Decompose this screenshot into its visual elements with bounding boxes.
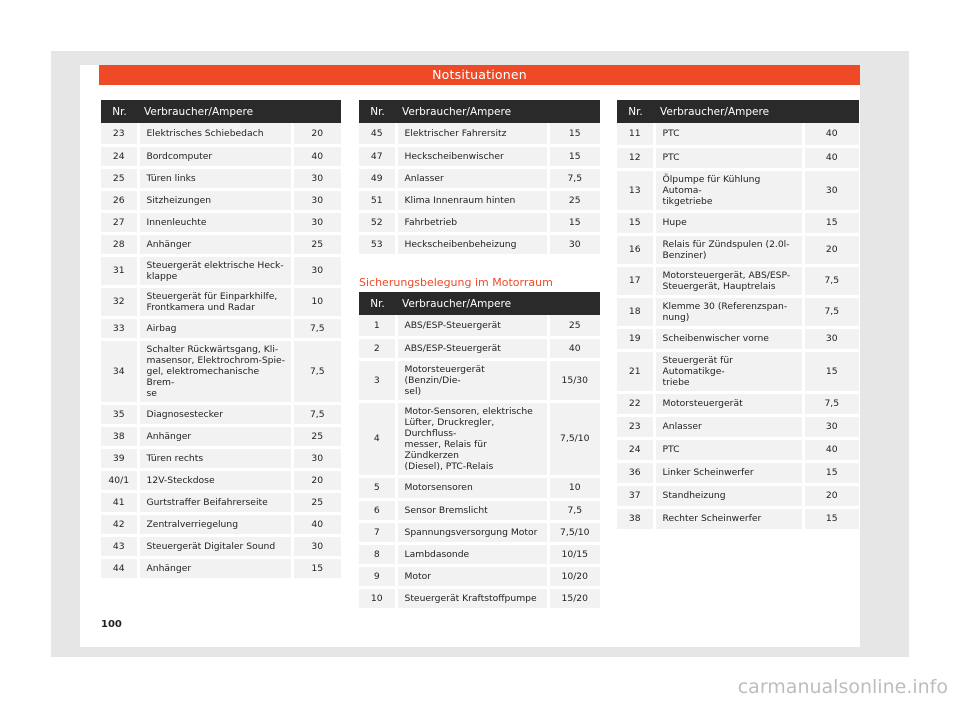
consumer-description: Elektrisches Schiebedach	[138, 123, 292, 145]
fuse-number: 2	[359, 337, 396, 359]
consumer-description: Steuergerät für Automatikge- triebe	[654, 350, 803, 392]
consumer-description: Türen links	[138, 167, 292, 189]
consumer-description: PTC	[654, 146, 803, 169]
consumer-description: Schalter Rückwärtsgang, Kli- masensor, Elektrochrom-Spie- gel, elektromechanische Brem- se	[138, 339, 292, 403]
ampere-value: 10	[292, 286, 341, 317]
ampere-value: 40	[803, 123, 859, 146]
ampere-value: 30	[803, 415, 859, 438]
consumer-description: Ölpumpe für Kühlung Automa- tikgetriebe	[654, 169, 803, 211]
ampere-value: 40	[548, 337, 600, 359]
fuse-number: 39	[101, 447, 138, 469]
table-row	[359, 543, 600, 565]
consumer-description: Motor	[396, 565, 548, 587]
ampere-value: 20	[292, 123, 341, 145]
consumer-description: Relais für Zündspulen (2.0l- Benziner)	[654, 234, 803, 265]
consumer-description: Steuergerät Digitaler Sound	[138, 535, 292, 557]
consumer-description: Steuergerät Kraftstoffpumpe	[396, 587, 548, 609]
ampere-value: 20	[292, 469, 341, 491]
fuse-number: 25	[101, 167, 138, 189]
fuse-number: 35	[101, 403, 138, 425]
ampere-value: 7,5	[292, 339, 341, 403]
table-row	[617, 265, 859, 296]
table-row	[617, 211, 859, 234]
ampere-value: 30	[292, 535, 341, 557]
table-row	[359, 233, 600, 255]
fuse-number: 34	[101, 339, 138, 403]
ampere-value: 30	[803, 169, 859, 211]
table-row	[359, 359, 600, 401]
fuse-number: 4	[359, 401, 396, 476]
consumer-description: Heckscheibenwischer	[396, 145, 548, 167]
ampere-value: 30	[292, 447, 341, 469]
fuse-number: 33	[101, 317, 138, 339]
ampere-value: 7,5	[292, 317, 341, 339]
table-row	[101, 233, 341, 255]
fuse-number: 40/1	[101, 469, 138, 491]
table-row	[101, 469, 341, 491]
fuse-number: 32	[101, 286, 138, 317]
fuse-number: 7	[359, 521, 396, 543]
ampere-value: 15	[803, 507, 859, 530]
table-row	[617, 123, 859, 146]
ampere-value: 30	[292, 255, 341, 286]
table-header-row	[617, 100, 859, 123]
table-header-row	[359, 292, 600, 315]
fuse-number: 43	[101, 535, 138, 557]
column-header-desc: Verbraucher/Ampere	[138, 100, 341, 123]
fuse-number: 27	[101, 211, 138, 233]
consumer-description: Linker Scheinwerfer	[654, 461, 803, 484]
fuse-number: 22	[617, 392, 654, 415]
consumer-description: Elektrischer Fahrersitz	[396, 123, 548, 145]
fuse-number: 47	[359, 145, 396, 167]
consumer-description: ABS/ESP-Steuergerät	[396, 315, 548, 337]
table-row	[359, 499, 600, 521]
ampere-value: 7,5/10	[548, 401, 600, 476]
consumer-description: Hupe	[654, 211, 803, 234]
table-row	[617, 507, 859, 530]
consumer-description: Motorsteuergerät	[654, 392, 803, 415]
fuse-number: 23	[101, 123, 138, 145]
consumer-description: 12V-Steckdose	[138, 469, 292, 491]
fuse-number: 24	[101, 145, 138, 167]
consumer-description: Steuergerät für Einparkhilfe, Frontkamera und Radar	[138, 286, 292, 317]
table-row	[617, 484, 859, 507]
fuse-number: 52	[359, 211, 396, 233]
fuse-number: 42	[101, 513, 138, 535]
table-row	[101, 447, 341, 469]
column-header-desc: Verbraucher/Ampere	[396, 100, 600, 123]
table-row	[359, 565, 600, 587]
ampere-value: 15	[548, 211, 600, 233]
fuse-table-right	[617, 100, 859, 532]
ampere-value: 15	[292, 557, 341, 579]
consumer-description: Klima Innenraum hinten	[396, 189, 548, 211]
table-row	[101, 167, 341, 189]
column-header-nr: Nr.	[359, 292, 396, 315]
consumer-description: Motorsteuergerät (Benzin/Die- sel)	[396, 359, 548, 401]
table-row	[617, 234, 859, 265]
ampere-value: 7,5	[803, 265, 859, 296]
consumer-description: Anhänger	[138, 557, 292, 579]
table-row	[101, 513, 341, 535]
table-row	[101, 255, 341, 286]
table-row	[359, 145, 600, 167]
consumer-description: Gurtstraffer Beifahrerseite	[138, 491, 292, 513]
consumer-description: Airbag	[138, 317, 292, 339]
fuse-number: 23	[617, 415, 654, 438]
table-row	[359, 401, 600, 476]
table-row	[359, 123, 600, 145]
ampere-value: 25	[292, 425, 341, 447]
ampere-value: 15	[803, 211, 859, 234]
ampere-value: 7,5	[548, 167, 600, 189]
column-header-nr: Nr.	[359, 100, 396, 123]
table-row	[101, 403, 341, 425]
ampere-value: 25	[548, 315, 600, 337]
table-row	[359, 476, 600, 499]
table-row	[617, 461, 859, 484]
ampere-value: 40	[292, 513, 341, 535]
fuse-number: 26	[101, 189, 138, 211]
ampere-value: 7,5	[803, 296, 859, 327]
consumer-description: Anlasser	[396, 167, 548, 189]
fuse-number: 5	[359, 476, 396, 499]
fuse-table-left	[101, 100, 341, 581]
column-header-nr: Nr.	[617, 100, 654, 123]
fuse-number: 12	[617, 146, 654, 169]
fuse-number: 17	[617, 265, 654, 296]
ampere-value: 30	[292, 211, 341, 233]
consumer-description: Rechter Scheinwerfer	[654, 507, 803, 530]
table-row	[101, 339, 341, 403]
ampere-value: 10	[548, 476, 600, 499]
fuse-number: 36	[617, 461, 654, 484]
table-row	[101, 286, 341, 317]
ampere-value: 40	[803, 146, 859, 169]
fuse-number: 38	[617, 507, 654, 530]
fuse-table-middle-top	[359, 100, 600, 257]
ampere-value: 15	[803, 461, 859, 484]
fuse-number: 8	[359, 543, 396, 565]
consumer-description: Motorsteuergerät, ABS/ESP- Steuergerät, Hauptrelais	[654, 265, 803, 296]
table-row	[101, 535, 341, 557]
fuse-number: 28	[101, 233, 138, 255]
table-row	[617, 415, 859, 438]
fuse-table-middle-bottom	[359, 292, 600, 611]
ampere-value: 30	[292, 189, 341, 211]
table-row	[359, 189, 600, 211]
table-row	[617, 438, 859, 461]
table-row	[101, 211, 341, 233]
consumer-description: Motorsensoren	[396, 476, 548, 499]
fuse-number: 11	[617, 123, 654, 146]
fuse-number: 45	[359, 123, 396, 145]
ampere-value: 7,5	[292, 403, 341, 425]
column-header-nr: Nr.	[101, 100, 138, 123]
fuse-number: 18	[617, 296, 654, 327]
table-row	[617, 350, 859, 392]
consumer-description: Diagnosestecker	[138, 403, 292, 425]
fuse-number: 38	[101, 425, 138, 447]
consumer-description: Standheizung	[654, 484, 803, 507]
section-banner: Notsituationen	[99, 65, 860, 85]
consumer-description: Heckscheibenbeheizung	[396, 233, 548, 255]
table-row	[359, 315, 600, 337]
fuse-number: 13	[617, 169, 654, 211]
ampere-value: 30	[803, 327, 859, 350]
ampere-value: 30	[292, 167, 341, 189]
table-row	[101, 189, 341, 211]
consumer-description: Motor-Sensoren, elektrische Lüfter, Druckregler, Durchfluss- messer, Relais für Zündkerzen (Diesel), PTC-Relais	[396, 401, 548, 476]
ampere-value: 7,5	[803, 392, 859, 415]
column-header-desc: Verbraucher/Ampere	[396, 292, 600, 315]
ampere-value: 15/20	[548, 587, 600, 609]
fuse-number: 1	[359, 315, 396, 337]
table-row	[359, 167, 600, 189]
consumer-description: Anhänger	[138, 425, 292, 447]
consumer-description: PTC	[654, 123, 803, 146]
consumer-description: Klemme 30 (Referenzspan- nung)	[654, 296, 803, 327]
ampere-value: 30	[548, 233, 600, 255]
ampere-value: 25	[292, 233, 341, 255]
fuse-number: 9	[359, 565, 396, 587]
table-row	[101, 425, 341, 447]
ampere-value: 7,5/10	[548, 521, 600, 543]
consumer-description: Steuergerät elektrische Heck- klappe	[138, 255, 292, 286]
section-title-engine-fuses: Sicherungsbelegung im Motorraum	[359, 276, 553, 289]
page-number: 100	[101, 619, 122, 630]
consumer-description: Anlasser	[654, 415, 803, 438]
ampere-value: 15/30	[548, 359, 600, 401]
table-row	[617, 169, 859, 211]
consumer-description: Bordcomputer	[138, 145, 292, 167]
fuse-number: 15	[617, 211, 654, 234]
table-row	[101, 491, 341, 513]
ampere-value: 10/20	[548, 565, 600, 587]
ampere-value: 15	[548, 145, 600, 167]
table-header-row	[101, 100, 341, 123]
consumer-description: Türen rechts	[138, 447, 292, 469]
column-header-desc: Verbraucher/Ampere	[654, 100, 859, 123]
table-row	[617, 327, 859, 350]
ampere-value: 25	[548, 189, 600, 211]
fuse-number: 51	[359, 189, 396, 211]
consumer-description: Zentralverriegelung	[138, 513, 292, 535]
fuse-number: 41	[101, 491, 138, 513]
table-row	[359, 587, 600, 609]
watermark-text: carmanualsonline.info	[737, 676, 948, 698]
fuse-number: 6	[359, 499, 396, 521]
consumer-description: Sensor Bremslicht	[396, 499, 548, 521]
table-row	[101, 317, 341, 339]
consumer-description: Lambdasonde	[396, 543, 548, 565]
table-row	[617, 296, 859, 327]
table-row	[359, 211, 600, 233]
consumer-description: Sitzheizungen	[138, 189, 292, 211]
ampere-value: 15	[803, 350, 859, 392]
fuse-number: 49	[359, 167, 396, 189]
ampere-value: 25	[292, 491, 341, 513]
consumer-description: Anhänger	[138, 233, 292, 255]
ampere-value: 40	[292, 145, 341, 167]
fuse-number: 31	[101, 255, 138, 286]
fuse-number: 24	[617, 438, 654, 461]
ampere-value: 10/15	[548, 543, 600, 565]
fuse-number: 16	[617, 234, 654, 265]
table-row	[359, 337, 600, 359]
fuse-number: 10	[359, 587, 396, 609]
consumer-description: Spannungsversorgung Motor	[396, 521, 548, 543]
consumer-description: PTC	[654, 438, 803, 461]
table-row	[101, 557, 341, 579]
ampere-value: 15	[548, 123, 600, 145]
table-row	[617, 392, 859, 415]
ampere-value: 20	[803, 234, 859, 265]
consumer-description: Scheibenwischer vorne	[654, 327, 803, 350]
fuse-number: 3	[359, 359, 396, 401]
table-header-row	[359, 100, 600, 123]
ampere-value: 20	[803, 484, 859, 507]
table-row	[359, 521, 600, 543]
consumer-description: Innenleuchte	[138, 211, 292, 233]
consumer-description: ABS/ESP-Steuergerät	[396, 337, 548, 359]
fuse-number: 21	[617, 350, 654, 392]
ampere-value: 7,5	[548, 499, 600, 521]
fuse-number: 19	[617, 327, 654, 350]
table-row	[101, 145, 341, 167]
fuse-number: 37	[617, 484, 654, 507]
table-row	[101, 123, 341, 145]
fuse-number: 44	[101, 557, 138, 579]
consumer-description: Fahrbetrieb	[396, 211, 548, 233]
fuse-number: 53	[359, 233, 396, 255]
table-row	[617, 146, 859, 169]
ampere-value: 40	[803, 438, 859, 461]
